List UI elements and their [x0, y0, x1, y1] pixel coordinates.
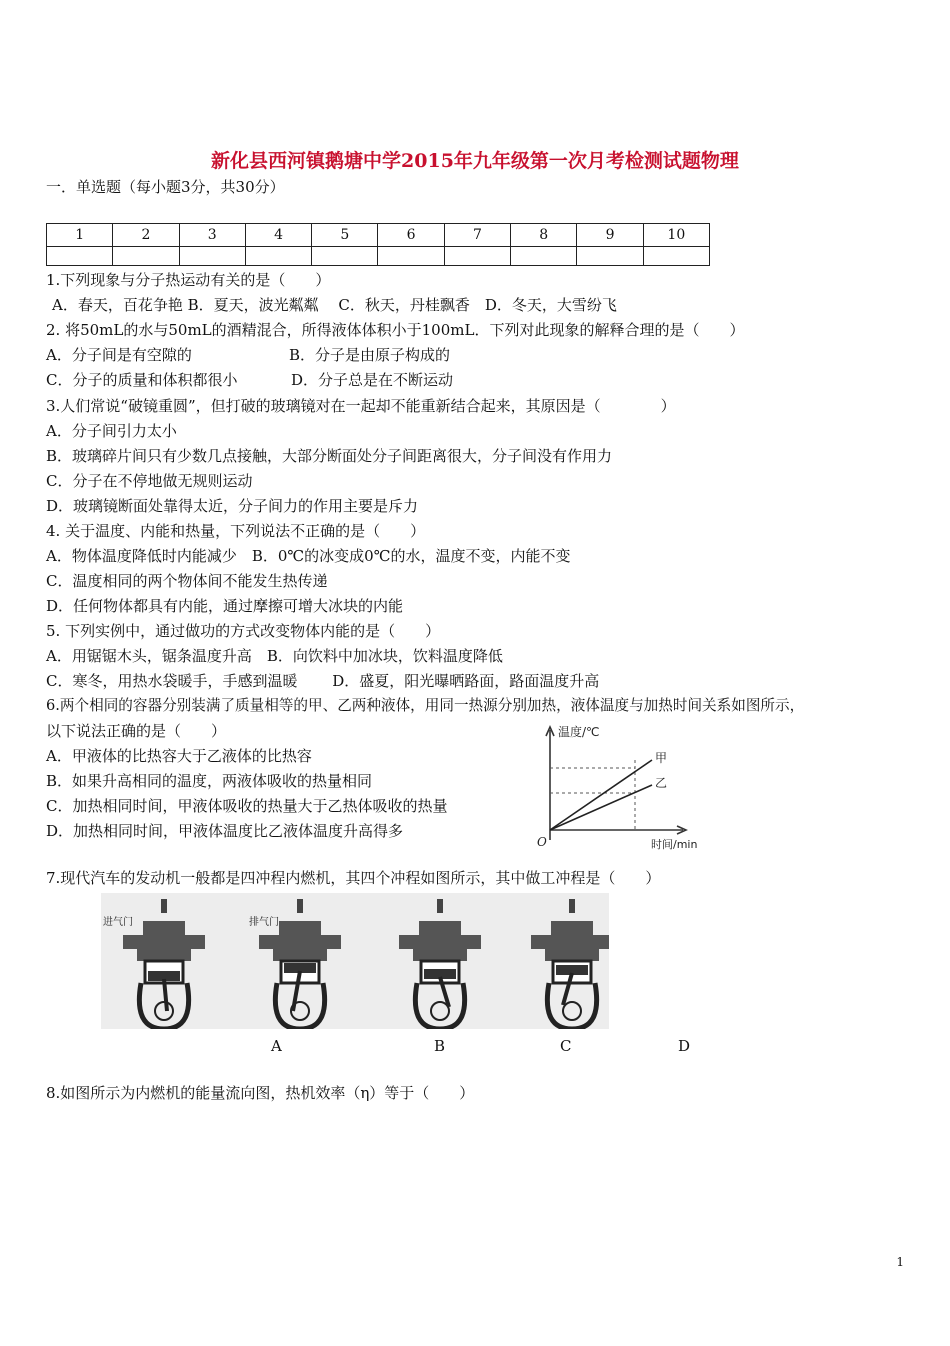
- graph-series-a-label: 甲: [655, 751, 668, 765]
- answer-header-cell: 6: [378, 224, 444, 247]
- q3-option-a: A．分子间引力太小: [46, 422, 177, 440]
- q5-options-cd: C．寒冬，用热水袋暖手，手感到温暖 D．盛夏，阳光曝晒路面，路面温度升高: [46, 672, 600, 690]
- answer-header-cell: 9: [577, 224, 643, 247]
- q4-option-c: C．温度相同的两个物体间不能发生热传递: [46, 572, 328, 590]
- q5-options-ab: A．用锯锯木头，锯条温度升高 B．向饮料中加冰块，饮料温度降低: [46, 647, 503, 665]
- answer-header-cell: 3: [179, 224, 245, 247]
- q2-option-c: C．分子的质量和体积都很小: [46, 371, 238, 389]
- q3-option-c: C．分子在不停地做无规则运动: [46, 472, 253, 490]
- answer-header-cell: 1: [47, 224, 113, 247]
- engine-label-c: C: [560, 1037, 572, 1055]
- graph-series-b-line: [550, 785, 652, 830]
- answer-header-cell: 4: [245, 224, 311, 247]
- engine-label-a: A: [271, 1037, 282, 1055]
- answer-table: [46, 223, 710, 266]
- graph-series-a-line: [550, 760, 652, 830]
- q6-option-d: D．加热相同时间，甲液体温度比乙液体温度升高得多: [46, 822, 404, 840]
- answer-header-cell: 5: [312, 224, 378, 247]
- temperature-time-graph: [525, 720, 715, 850]
- q2-stem: 2. 将50mL的水与50mL的酒精混合，所得液体体积小于100mL．下列对此现象的解释合理的是（ ）: [46, 321, 745, 339]
- q2-option-b: B．分子是由原子构成的: [289, 346, 451, 364]
- answer-header-cell: 8: [511, 224, 577, 247]
- q6-option-b: B．如果升高相同的温度，两液体吸收的热量相同: [46, 772, 373, 790]
- answer-cell: [643, 247, 709, 266]
- engine-label-d: D: [678, 1037, 691, 1055]
- q6-stem-line-2: 以下说法正确的是（ ）: [46, 722, 227, 740]
- page-number: 1: [896, 1255, 904, 1269]
- q4-options-ab: A．物体温度降低时内能减少 B．0℃的冰变成0℃的水，温度不变，内能不变: [46, 547, 571, 565]
- answer-cell: [378, 247, 444, 266]
- q3-stem: 3.人们常说“破镜重圆”，但打破的玻璃镜对在一起却不能重新结合起来，其原因是（ ）: [46, 397, 676, 415]
- answer-header-cell: 7: [444, 224, 510, 247]
- four-stroke-engine-figure: [101, 893, 609, 1029]
- answer-cell: [179, 247, 245, 266]
- intake-valve-label: 进气门: [103, 917, 133, 928]
- answer-cell: [245, 247, 311, 266]
- answer-header-cell: 10: [643, 224, 709, 247]
- answer-cell: [312, 247, 378, 266]
- graph-origin-label: O: [537, 835, 547, 849]
- q1-options: A．春天，百花争艳 B．夏天，波光粼粼 C．秋天，丹桂飘香 D．冬天，大雪纷飞: [52, 296, 617, 314]
- page-title: 新化县西河镇鹅塘中学2015年九年级第一次月考检测试题物理: [211, 150, 739, 172]
- answer-table-blank-row: [47, 247, 710, 266]
- graph-series-b-label: 乙: [655, 776, 668, 790]
- q6-option-a: A．甲液体的比热容大于乙液体的比热容: [46, 747, 312, 765]
- answer-cell: [511, 247, 577, 266]
- q4-stem: 4. 关于温度、内能和热量，下列说法不正确的是（ ）: [46, 522, 426, 540]
- section-heading: 一．单选题（每小题3分，共30分）: [46, 178, 285, 196]
- q8-stem: 8.如图所示为内燃机的能量流向图，热机效率（η）等于（ ）: [46, 1084, 475, 1102]
- q3-option-b: B．玻璃碎片间只有少数几点接触，大部分断面处分子间距离很大，分子间没有作用力: [46, 447, 613, 465]
- answer-header-cell: 2: [113, 224, 179, 247]
- answer-cell: [47, 247, 113, 266]
- answer-cell: [444, 247, 510, 266]
- q1-stem: 1.下列现象与分子热运动有关的是（ ）: [46, 271, 331, 289]
- engine-label-b: B: [434, 1037, 446, 1055]
- answer-cell: [577, 247, 643, 266]
- q7-stem: 7.现代汽车的发动机一般都是四冲程内燃机，其四个冲程如图所示，其中做工冲程是（ ）: [46, 869, 661, 887]
- graph-x-label: 时间/min: [651, 838, 698, 850]
- q6-option-c: C．加热相同时间，甲液体吸收的热量大于乙热体吸收的热量: [46, 797, 448, 815]
- answer-table-header-row: [47, 224, 710, 247]
- exhaust-valve-label: 排气门: [249, 917, 279, 928]
- q2-option-a: A．分子间是有空隙的: [46, 346, 192, 364]
- q3-option-d: D．玻璃镜断面处靠得太近，分子间力的作用主要是斥力: [46, 497, 419, 515]
- graph-y-label: 温度/℃: [558, 725, 600, 739]
- q5-stem: 5. 下列实例中，通过做功的方式改变物体内能的是（ ）: [46, 622, 441, 640]
- q2-option-d: D．分子总是在不断运动: [291, 371, 454, 389]
- q4-option-d: D．任何物体都具有内能，通过摩擦可增大冰块的内能: [46, 597, 404, 615]
- q6-stem-line-1: 6.两个相同的容器分别装满了质量相等的甲、乙两种液体，用同一热源分别加热，液体温度与加热时间关系如图所示，: [46, 697, 805, 714]
- answer-cell: [113, 247, 179, 266]
